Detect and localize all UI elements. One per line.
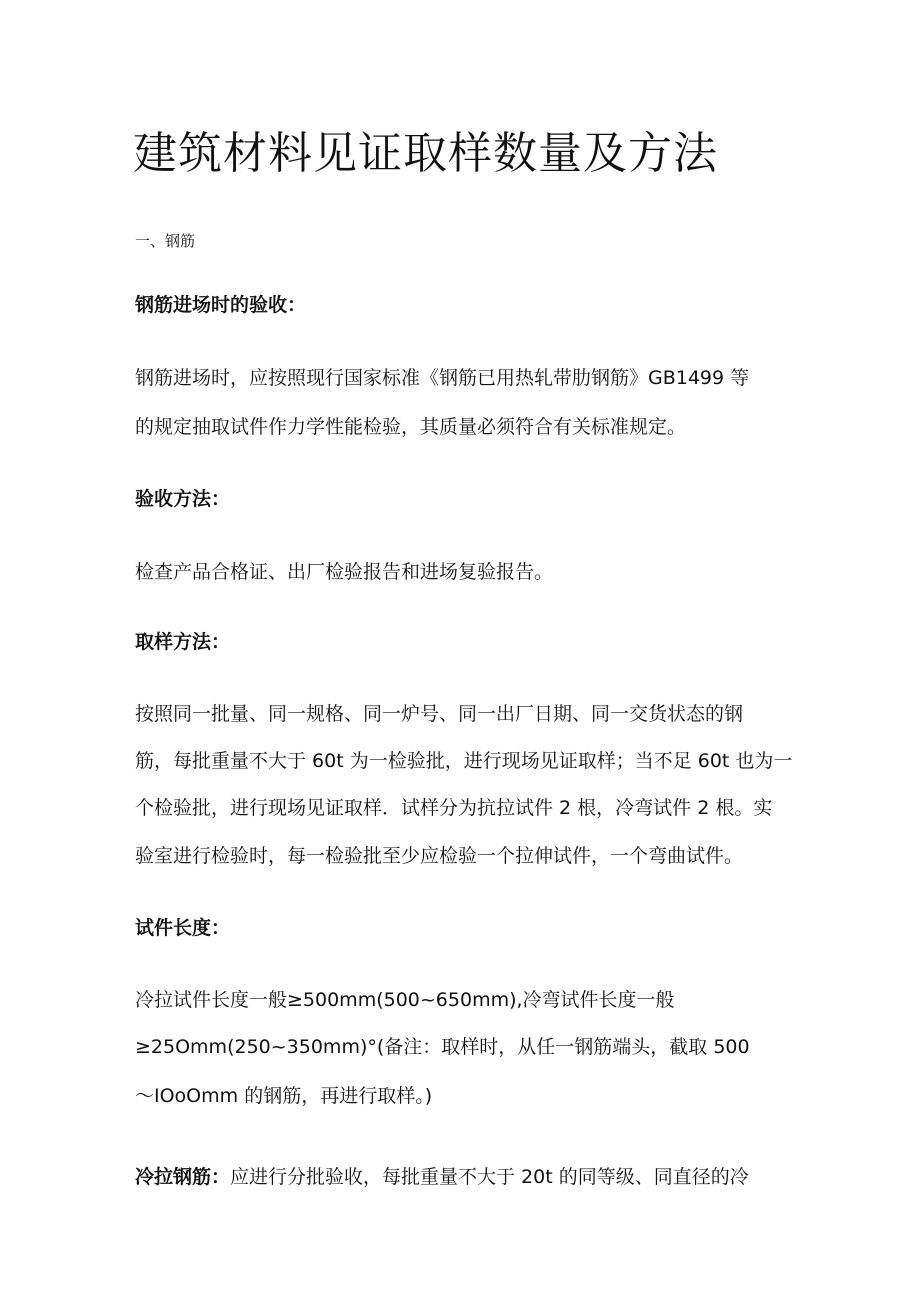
paragraph-line: 筋，每批重量不大于 60t 为一检验批，进行现场见证取样；当不足 60t 也为一 bbox=[135, 750, 793, 772]
paragraph-line bbox=[135, 1163, 749, 1191]
paragraph-line: 验室进行检验时，每一检验批至少应检验一个拉伸试件，一个弯曲试件。 bbox=[135, 845, 744, 867]
section-heading-rebar: 一、钢筋 bbox=[135, 232, 196, 250]
paragraph-line: 按照同一批量、同一规格、同一炉号、同一出厂日期、同一交货状态的钢 bbox=[135, 703, 744, 725]
paragraph-line: 个检验批，进行现场见证取样．试样分为抗拉试件 2 根，冷弯试件 2 根。实 bbox=[135, 797, 773, 819]
paragraph-line: 钢筋进场时，应按照现行国家标准《钢筋已用热轧带肋钢筋》GB1499 等 bbox=[135, 367, 750, 389]
paragraph-line: ～IOoOmm 的钢筋，再进行取样。) bbox=[135, 1085, 433, 1107]
paragraph-line: 检查产品合格证、出厂检验报告和进场复验报告。 bbox=[135, 561, 554, 583]
heading-acceptance: 钢筋进场时的验收： bbox=[135, 294, 307, 316]
document-title: 建筑材料见证取样数量及方法 bbox=[133, 128, 718, 179]
heading-specimen-length: 试件长度： bbox=[135, 917, 231, 939]
paragraph-line: 的规定抽取试件作力学性能检验，其质量必须符合有关标准规定。 bbox=[135, 416, 687, 438]
cold-drawn-rebar-label: 冷拉钢筋： bbox=[135, 1166, 231, 1188]
heading-method: 验收方法： bbox=[135, 488, 231, 510]
heading-sampling: 取样方法： bbox=[135, 631, 231, 653]
cold-drawn-rebar-text: 应进行分批验收，每批重量不大于 20t 的同等级、同直径的冷 bbox=[230, 1166, 749, 1188]
paragraph-line: 冷拉试件长度一般≥500mm(500~650mm),冷弯试件长度一般 bbox=[135, 989, 675, 1011]
paragraph-line: ≥25Omm(250~350mm)°(备注：取样时，从任一钢筋端头，截取 500 bbox=[135, 1036, 750, 1058]
